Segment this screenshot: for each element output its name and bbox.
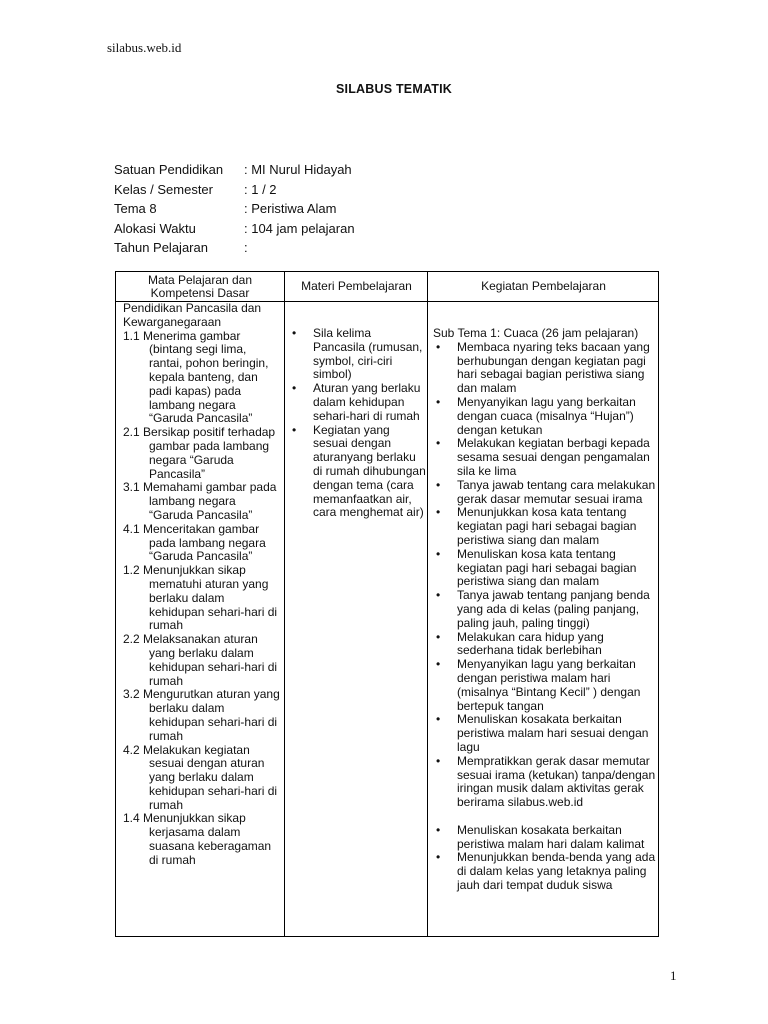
identity-row: [114, 180, 355, 200]
identity-row: [114, 238, 355, 258]
activity-item: • Tanya jawab tentang cara melakukan gerak dasar memutar sesuai irama: [433, 479, 657, 507]
competency-item: 1.1 Menerima gambar (bintang segi lima, rantai, pohon beringin, kepala banteng, dan padi kapas) pada lambang negara “Garuda Pancasila”: [123, 328, 269, 426]
subject-name: Pendidikan Pancasila dan Kewarganegaraan: [123, 301, 262, 329]
competency-list: [123, 330, 280, 868]
competency-item: 3.1 Memahami gambar pada lambang negara “Garuda Pancasila”: [123, 480, 277, 522]
identity-label: Kelas / Semester: [114, 181, 213, 197]
syllabus-table: [115, 271, 659, 937]
activity-item: • Tanya jawab tentang panjang benda yang ada di kelas (paling panjang, paling jauh, paling tinggi): [433, 589, 657, 630]
activity-item: • Membaca nyaring teks bacaan yang berhubungan dengan kegiatan pagi hari sebagai bagian peristiwa siang dan malam: [433, 341, 657, 396]
activity-list-continued: [433, 824, 657, 893]
material-item: • Sila kelima Pancasila (rumusan, symbol, ciri-ciri simbol): [289, 327, 426, 382]
page-number: 1: [670, 968, 677, 983]
competency-item: 2.2 Melaksanakan aturan yang berlaku dalam kehidupan sehari-hari di rumah: [123, 632, 278, 688]
material-item: • Aturan yang berlaku dalam kehidupan sehari-hari di rumah: [289, 382, 426, 423]
identity-value: : Peristiwa Alam: [244, 201, 337, 216]
list-gap: [433, 810, 657, 824]
material-item: • Kegiatan yang sesuai dengan aturanyang berlaku di rumah dihubungan dengan tema (cara memanfaatkan air, cara menghemat air): [289, 424, 426, 521]
identity-label: Satuan Pendidikan: [114, 162, 224, 177]
activity-item: • Menyanyikan lagu yang berkaitan dengan cuaca (misalnya “Hujan”) dengan ketukan: [433, 396, 657, 437]
activity-item: • Menyanyikan lagu yang berkaitan dengan peristiwa malam hari (misalnya “Bintang Kecil” ) dengan bertepuk tangan: [433, 658, 657, 713]
activity-item: • Menunjukkan benda-benda yang ada di dalam kelas yang letaknya paling jauh dari tempat duduk siswa: [433, 851, 657, 892]
competency-column: [116, 272, 284, 936]
competency-item: 1.2 Menunjukkan sikap mematuhi aturan yang berlaku dalam kehidupan sehari-hari di rumah: [123, 563, 278, 633]
material-list: [289, 327, 426, 520]
activity-item: • Menuliskan kosakata berkaitan peristiwa malam hari sesuai dengan lagu: [433, 713, 657, 754]
watermark: silabus.web.id: [107, 40, 182, 55]
identity-value: : 104 jam pelajaran: [244, 220, 355, 236]
competency-item: 2.1 Bersikap positif terhadap gambar pada lambang negara “Garuda Pancasila”: [123, 425, 276, 481]
activity-item: • Melakukan kegiatan berbagi kepada sesama sesuai dengan pengamalan sila ke lima: [433, 437, 657, 478]
activity-item: • Menuliskan kosakata berkaitan peristiwa malam hari dalam kalimat: [433, 824, 657, 852]
activity-column: [427, 272, 659, 936]
identity-row: [114, 219, 355, 239]
identity-label: Alokasi Waktu: [114, 220, 196, 236]
identity-label: Tahun Pelajaran: [114, 240, 208, 255]
document-title: SILABUS TEMATIK: [336, 82, 452, 96]
activity-list: [433, 341, 657, 810]
identity-row: [114, 160, 355, 180]
competency-cell: [116, 302, 284, 868]
material-cell: [285, 327, 428, 520]
header-competency: Mata Pelajaran dan Kompetensi Dasar: [147, 272, 253, 300]
activity-item: • Menunjukkan kosa kata tentang kegiatan pagi hari sebagai bagian peristiwa siang dan malam: [433, 506, 657, 547]
activity-item: • Melakukan cara hidup yang sederhana tidak berlebihan: [433, 631, 657, 659]
activity-item: • Menuliskan kosa kata tentang kegiatan pagi hari sebagai bagian peristiwa siang dan malam: [433, 548, 657, 589]
competency-item: 1.4 Menunjukkan sikap kerjasama dalam suasana keberagaman di rumah: [123, 811, 272, 867]
competency-item: 4.1 Menceritakan gambar pada lambang negara “Garuda Pancasila”: [123, 521, 266, 564]
identity-block: [114, 160, 355, 258]
identity-row: [114, 199, 355, 219]
subtheme-label: Sub Tema 1: Cuaca (26 jam pelajaran): [433, 326, 639, 340]
competency-item: 3.2 Mengurutkan aturan yang berlaku dalam kehidupan sehari-hari di rumah: [123, 687, 280, 743]
competency-item: 4.2 Melakukan kegiatan sesuai dengan aturan yang berlaku dalam kehidupan sehari-hari di rumah: [123, 742, 278, 812]
activity-item: • Mempratikkan gerak dasar memutar sesuai irama (ketukan) tanpa/dengan iringan musik dalam aktivitas gerak berirama silabus.web.id: [433, 755, 657, 810]
activity-cell: [428, 327, 659, 893]
material-column: [284, 272, 428, 936]
header-activity: Kegiatan Pembelajaran: [481, 279, 606, 293]
identity-label: Tema 8: [114, 201, 157, 216]
header-material: Materi Pembelajaran: [301, 279, 412, 293]
identity-value: :: [244, 240, 248, 255]
identity-value: : MI Nurul Hidayah: [244, 162, 352, 177]
identity-value: : 1 / 2: [244, 181, 277, 197]
